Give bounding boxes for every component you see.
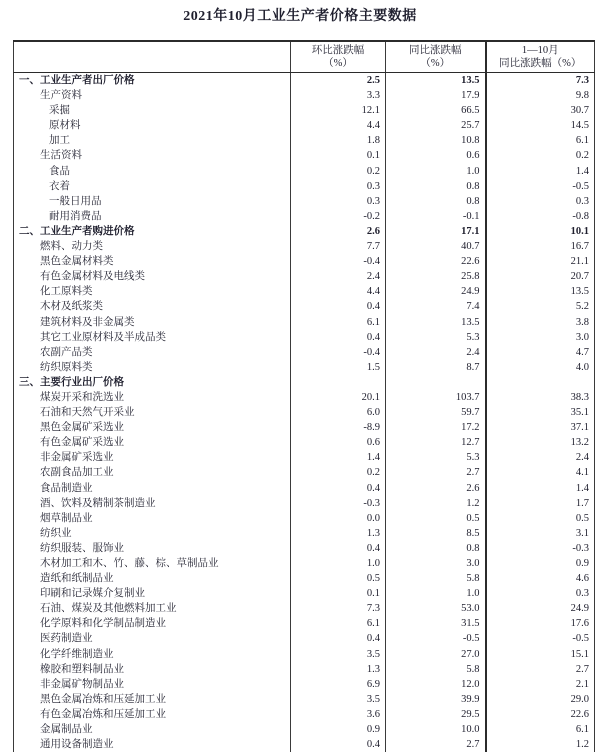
row-label: 医药制造业 — [40, 633, 93, 645]
row-value-yoy: 12.0 — [386, 677, 486, 692]
row-value-yoy: 25.8 — [386, 269, 486, 284]
row-value-mom: -0.4 — [291, 254, 386, 269]
row-label: 通用设备制造业 — [40, 739, 114, 751]
row-value-mom: 3.3 — [291, 88, 386, 103]
table-row — [14, 209, 595, 224]
row-value-mom: 0.4 — [291, 299, 386, 314]
row-value-yoy: 5.8 — [386, 571, 486, 586]
row-value-mom: 0.9 — [291, 722, 386, 737]
row-value-mom: 3.5 — [291, 692, 386, 707]
row-value-ytd: -0.3 — [486, 541, 595, 556]
row-label: 木材加工和木、竹、藤、棕、草制品业 — [40, 558, 219, 569]
row-value-ytd: -0.8 — [486, 209, 595, 224]
row-value-mom: 4.4 — [291, 118, 386, 133]
row-value-yoy: 0.6 — [386, 148, 486, 163]
row-value-mom: 3.6 — [291, 707, 386, 722]
row-value-mom: 0.4 — [291, 737, 386, 752]
row-label: 燃料、动力类 — [40, 241, 103, 253]
row-value-mom: 2.5 — [291, 73, 386, 89]
row-value-mom: 0.4 — [291, 541, 386, 556]
table-row — [14, 481, 595, 496]
row-value-ytd: 20.7 — [486, 269, 595, 284]
row-value-mom: 0.1 — [291, 148, 386, 163]
row-label: 一、工业生产者出厂价格 — [19, 75, 135, 86]
row-value-mom: 7.3 — [291, 601, 386, 616]
row-value-yoy: 12.7 — [386, 435, 486, 450]
row-value-mom: 0.0 — [291, 511, 386, 526]
row-value-ytd: 10.1 — [486, 224, 595, 239]
table-row — [14, 420, 595, 435]
row-label: 其它工业原材料及半成品类 — [40, 331, 166, 343]
row-value-yoy: 2.4 — [386, 345, 486, 360]
row-value-ytd: 2.1 — [486, 677, 595, 692]
row-value-ytd: 4.7 — [486, 345, 595, 360]
row-value-yoy: 8.7 — [386, 360, 486, 375]
row-value-yoy: 1.0 — [386, 586, 486, 601]
row-value-yoy: 1.0 — [386, 164, 486, 179]
row-label: 农副产品类 — [40, 346, 93, 358]
row-value-mom: 3.5 — [291, 647, 386, 662]
row-value-yoy: 39.9 — [386, 692, 486, 707]
row-label: 有色金属冶炼和压延加工业 — [40, 708, 166, 720]
row-value-mom: -8.9 — [291, 420, 386, 435]
row-value-mom: 1.8 — [291, 133, 386, 148]
row-label: 有色金属矿采选业 — [40, 437, 124, 449]
row-label: 木材及纸浆类 — [40, 301, 103, 313]
row-value-yoy: 24.9 — [386, 284, 486, 299]
row-value-yoy: 17.1 — [386, 224, 486, 239]
row-value-ytd: 3.8 — [486, 315, 595, 330]
table-row — [14, 164, 595, 179]
row-value-yoy: 3.0 — [386, 556, 486, 571]
table-row — [14, 133, 595, 148]
row-value-mom: 6.9 — [291, 677, 386, 692]
row-label: 农副食品加工业 — [40, 467, 114, 479]
row-value-ytd: 0.2 — [486, 148, 595, 163]
table-row — [14, 315, 595, 330]
row-value-yoy: 8.5 — [386, 526, 486, 541]
table-row — [14, 375, 595, 390]
row-value-mom: 0.3 — [291, 194, 386, 209]
row-value-yoy: 13.5 — [386, 73, 486, 89]
table-row — [14, 360, 595, 375]
row-value-ytd: 0.3 — [486, 586, 595, 601]
table-row — [14, 88, 595, 103]
table-row — [14, 194, 595, 209]
row-value-ytd: 29.0 — [486, 692, 595, 707]
row-value-mom: -0.3 — [291, 496, 386, 511]
row-label: 纺织原料类 — [40, 361, 93, 373]
table-row — [14, 677, 595, 692]
row-value-yoy: 25.7 — [386, 118, 486, 133]
table-row — [14, 103, 595, 118]
table-row — [14, 511, 595, 526]
row-value-mom: 0.6 — [291, 435, 386, 450]
table-row — [14, 556, 595, 571]
row-value-yoy: -0.5 — [386, 631, 486, 646]
row-value-ytd: 37.1 — [486, 420, 595, 435]
row-label: 纺织服装、服饰业 — [40, 542, 124, 554]
row-label: 非金属矿采选业 — [40, 452, 114, 464]
row-value-ytd — [486, 375, 595, 390]
row-value-yoy — [386, 375, 486, 390]
column-header-ytd — [486, 41, 595, 73]
row-value-mom: -0.4 — [291, 345, 386, 360]
row-value-ytd: 3.0 — [486, 330, 595, 345]
row-value-ytd: 0.5 — [486, 511, 595, 526]
row-value-yoy: 5.8 — [386, 662, 486, 677]
header-corner-cell — [14, 41, 291, 73]
row-label: 非金属矿物制品业 — [40, 678, 124, 690]
table-row — [14, 586, 595, 601]
column-header-ytd-line1: 1—10月 — [521, 45, 559, 56]
row-value-ytd: 22.6 — [486, 707, 595, 722]
row-value-ytd: 21.1 — [486, 254, 595, 269]
row-value-mom: 6.1 — [291, 315, 386, 330]
row-value-mom: 0.2 — [291, 164, 386, 179]
row-value-yoy: 17.2 — [386, 420, 486, 435]
row-label: 化学纤维制造业 — [40, 648, 114, 660]
row-value-yoy: 31.5 — [386, 616, 486, 631]
row-label: 黑色金属材料类 — [40, 256, 114, 268]
row-value-yoy: 10.0 — [386, 722, 486, 737]
row-value-yoy: 22.6 — [386, 254, 486, 269]
row-value-mom: 4.4 — [291, 284, 386, 299]
table-header — [14, 41, 595, 73]
row-value-mom: 1.3 — [291, 526, 386, 541]
table-row — [14, 239, 595, 254]
row-value-yoy: 53.0 — [386, 601, 486, 616]
row-label: 化工原料类 — [40, 286, 93, 298]
row-label: 衣着 — [49, 180, 70, 192]
table-row — [14, 465, 595, 480]
row-value-ytd: 0.3 — [486, 194, 595, 209]
column-header-mom-line1: 环比涨跌幅 — [311, 45, 365, 56]
row-value-yoy: 27.0 — [386, 647, 486, 662]
row-value-yoy: 66.5 — [386, 103, 486, 118]
table-row — [14, 299, 595, 314]
row-label: 采掘 — [49, 105, 70, 117]
row-value-yoy: 0.8 — [386, 541, 486, 556]
row-value-yoy: 40.7 — [386, 239, 486, 254]
row-label: 生产资料 — [40, 90, 82, 102]
row-label: 印刷和记录媒介复制业 — [40, 588, 145, 600]
row-label: 化学原料和化学制品制造业 — [40, 618, 166, 630]
row-value-mom: -0.2 — [291, 209, 386, 224]
column-header-ytd-line2: 同比涨跌幅（%） — [499, 58, 582, 69]
header-row — [14, 41, 595, 73]
row-value-yoy: 13.5 — [386, 315, 486, 330]
row-value-ytd: 1.4 — [486, 164, 595, 179]
price-table — [13, 40, 595, 752]
row-value-ytd: 1.7 — [486, 496, 595, 511]
row-label: 有色金属材料及电线类 — [40, 271, 145, 283]
row-value-yoy: 1.2 — [386, 496, 486, 511]
row-value-mom: 0.4 — [291, 631, 386, 646]
row-value-ytd: 6.1 — [486, 722, 595, 737]
row-value-mom — [291, 375, 386, 390]
row-label: 一般日用品 — [49, 195, 102, 207]
table-row — [14, 707, 595, 722]
row-value-ytd: 4.1 — [486, 465, 595, 480]
row-label: 橡胶和塑料制品业 — [40, 663, 124, 675]
row-value-yoy: 2.7 — [386, 465, 486, 480]
row-value-ytd: 7.3 — [486, 73, 595, 89]
row-value-mom: 0.4 — [291, 481, 386, 496]
row-value-mom: 6.1 — [291, 616, 386, 631]
table-row — [14, 179, 595, 194]
row-value-ytd: 30.7 — [486, 103, 595, 118]
row-value-mom: 7.7 — [291, 239, 386, 254]
column-header-yoy-line2: （%） — [420, 58, 451, 69]
row-value-mom: 0.5 — [291, 571, 386, 586]
row-value-ytd: 2.7 — [486, 662, 595, 677]
row-value-yoy: 5.3 — [386, 450, 486, 465]
table-row — [14, 722, 595, 737]
row-value-yoy: 103.7 — [386, 390, 486, 405]
table-row — [14, 390, 595, 405]
column-header-mom — [291, 41, 386, 73]
row-value-mom: 0.1 — [291, 586, 386, 601]
row-value-yoy: 2.7 — [386, 737, 486, 752]
table-row — [14, 496, 595, 511]
row-label: 石油、煤炭及其他燃料加工业 — [40, 603, 177, 615]
row-value-ytd: 16.7 — [486, 239, 595, 254]
row-label: 烟草制品业 — [40, 512, 93, 524]
row-value-mom: 1.3 — [291, 662, 386, 677]
row-label: 三、主要行业出厂价格 — [19, 376, 124, 388]
row-value-yoy: 10.8 — [386, 133, 486, 148]
table-row — [14, 541, 595, 556]
row-value-ytd: 4.0 — [486, 360, 595, 375]
row-value-ytd: 15.1 — [486, 647, 595, 662]
row-label: 加工 — [49, 135, 70, 147]
row-value-yoy: 0.5 — [386, 511, 486, 526]
row-value-ytd: 4.6 — [486, 571, 595, 586]
row-value-mom: 1.4 — [291, 450, 386, 465]
table-row — [14, 631, 595, 646]
row-value-ytd: -0.5 — [486, 179, 595, 194]
row-label: 食品 — [49, 165, 70, 177]
table-row — [14, 662, 595, 677]
row-value-mom: 0.4 — [291, 330, 386, 345]
row-value-yoy: 0.8 — [386, 179, 486, 194]
table-row — [14, 284, 595, 299]
row-value-mom: 1.5 — [291, 360, 386, 375]
table-row — [14, 224, 595, 239]
table-row — [14, 692, 595, 707]
row-value-ytd: 6.1 — [486, 133, 595, 148]
row-value-ytd: 35.1 — [486, 405, 595, 420]
row-label: 原材料 — [49, 120, 81, 132]
table-row — [14, 450, 595, 465]
row-value-ytd: 17.6 — [486, 616, 595, 631]
row-value-mom: 0.3 — [291, 179, 386, 194]
table-row — [14, 118, 595, 133]
row-value-yoy: 7.4 — [386, 299, 486, 314]
row-value-ytd: 38.3 — [486, 390, 595, 405]
row-value-ytd: 3.1 — [486, 526, 595, 541]
row-value-ytd: 0.9 — [486, 556, 595, 571]
row-label: 生活资料 — [40, 150, 82, 162]
row-value-yoy: 5.3 — [386, 330, 486, 345]
table-row — [14, 269, 595, 284]
column-header-yoy-line1: 同比涨跌幅 — [409, 45, 462, 56]
row-value-mom: 6.0 — [291, 405, 386, 420]
row-label: 石油和天然气开采业 — [40, 407, 135, 419]
row-value-mom: 1.0 — [291, 556, 386, 571]
table-row — [14, 526, 595, 541]
row-value-mom: 12.1 — [291, 103, 386, 118]
row-value-ytd: 1.4 — [486, 481, 595, 496]
row-value-ytd: 5.2 — [486, 299, 595, 314]
row-label: 黑色金属冶炼和压延加工业 — [40, 693, 166, 705]
row-value-ytd: 1.2 — [486, 737, 595, 752]
row-value-yoy: 29.5 — [386, 707, 486, 722]
row-label: 食品制造业 — [40, 482, 93, 494]
row-value-yoy: 17.9 — [386, 88, 486, 103]
table-body — [14, 73, 595, 753]
row-label: 煤炭开采和洗选业 — [40, 391, 124, 403]
row-label: 黑色金属矿采选业 — [40, 422, 124, 434]
row-value-yoy: 59.7 — [386, 405, 486, 420]
table-row — [14, 345, 595, 360]
table-row — [14, 254, 595, 269]
row-value-ytd: 9.8 — [486, 88, 595, 103]
row-value-ytd: 13.5 — [486, 284, 595, 299]
row-value-ytd: 24.9 — [486, 601, 595, 616]
row-value-mom: 2.4 — [291, 269, 386, 284]
table-row — [14, 405, 595, 420]
table-row — [14, 601, 595, 616]
row-label: 纺织业 — [40, 527, 72, 539]
row-value-yoy: 0.8 — [386, 194, 486, 209]
table-row — [14, 148, 595, 163]
table-row — [14, 737, 595, 752]
row-value-ytd: 13.2 — [486, 435, 595, 450]
table-row — [14, 73, 595, 89]
table-row — [14, 435, 595, 450]
row-label: 金属制品业 — [40, 724, 93, 736]
table-row — [14, 571, 595, 586]
row-value-ytd: 2.4 — [486, 450, 595, 465]
table-row — [14, 616, 595, 631]
table-row — [14, 330, 595, 345]
row-label: 酒、饮料及精制茶制造业 — [40, 497, 156, 509]
row-value-mom: 0.2 — [291, 465, 386, 480]
row-value-yoy: 2.6 — [386, 481, 486, 496]
row-label: 造纸和纸制品业 — [40, 573, 114, 585]
row-value-ytd: 14.5 — [486, 118, 595, 133]
row-value-mom: 20.1 — [291, 390, 386, 405]
row-label: 建筑材料及非金属类 — [40, 316, 135, 328]
row-value-yoy: -0.1 — [386, 209, 486, 224]
table-row — [14, 647, 595, 662]
row-value-mom: 2.6 — [291, 224, 386, 239]
row-label: 耐用消费品 — [49, 210, 102, 222]
row-label: 二、工业生产者购进价格 — [19, 225, 135, 237]
column-header-mom-line2: （%） — [323, 58, 353, 69]
page-title: 2021年10月工业生产者价格主要数据 — [183, 9, 417, 24]
column-header-yoy — [386, 41, 486, 73]
row-value-ytd: -0.5 — [486, 631, 595, 646]
